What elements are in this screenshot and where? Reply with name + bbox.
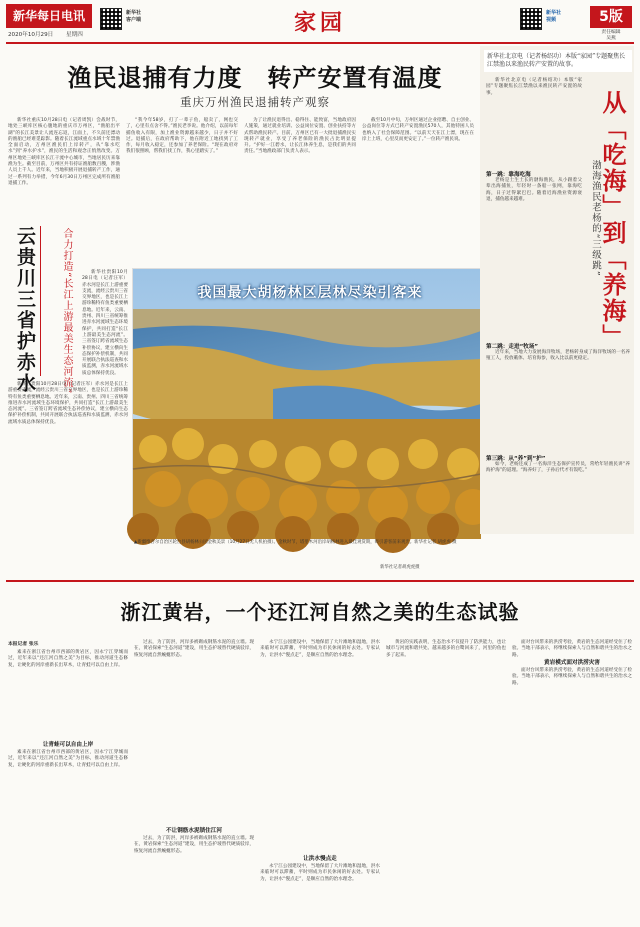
right-story-para-2: 近年来，当地大力发展海洋牧场，老杨转身成了海洋牧场的一名养殖工人，投放礁体、培育海参，收入比以前更稳定。 — [486, 350, 630, 362]
left-story-body: 新华社贵阳10月28日电（记者汪军）赤水河是长江上游重要支流，流经云贵川三省交界地区，也是长江上游珍稀特有鱼类重要栖息地。近年来，云南、贵州、四川三省统筹推进赤水河流域生态环境保护，共同打造“长江上游最美生态河流”。三省签订跨省流域生态补偿协议，建立横向生态保护补偿机制，共同开展联合执法巡查和水质监测，赤水河流域水质总体保持优良。 — [82, 270, 128, 376]
left-story-subhead: 合力打造“长江上游最美生态河流” — [61, 228, 72, 395]
qr-code-icon — [100, 8, 122, 30]
photo-credit: 新华社记者胡虎虎摄 — [380, 565, 420, 570]
bottom-subheading-1: 让青蛙可以自由上岸 — [42, 742, 94, 748]
issue-date: 2020年10月29日 — [8, 32, 54, 38]
bottom-column-1b: 素来在浙江省台州市西部的黄岩区，因永宁江穿城而过，近年来以“还江河自然之美”为目标，推动河道生态修复，让硬化的河岸重新长出草木，让青蛙可以自由上岸。 — [8, 750, 128, 768]
lead-column-4: 截至10月中旬，万州区通过企业招聘、自主创业、公益岗位等方式已转产安置渔民570人，其他特困人员也纳入了社会保障范围。“以前天天在江上漂，现在在岸上上班，心里反而更安定了。”一位转产渔民说。 — [362, 118, 474, 142]
bottom-column-5a: 面对台风带来的洪涝考验，黄岩的生态河道经受住了检验。当地干部表示，将继续探索人与自然和谐共生的治水之路。 — [512, 640, 632, 658]
app-logo-label: 新华社 客户端 — [126, 10, 142, 23]
lead-column-2: “我今年58岁，打了一辈子鱼，船卖了，网也交了，心里有点舍不得。”渔民老李说。他介绍，以前每年捕鱼收入有限，加上渔业资源越来越少，日子并不好过。退捕后，在政府帮助下，他在附近工地找到了工作，每月收入稳定，还参加了养老保险。“现在政府对我们很照顾，帮我们找工作，我心里踏实了。” — [126, 118, 238, 155]
masthead-rule — [6, 42, 634, 44]
left-story-headline[interactable]: 云贵川三省护赤水 — [14, 226, 36, 394]
issue-weekday: 星期四 — [66, 32, 83, 38]
bottom-column-2b: 过去，为了防洪，河岸多被砌成钢筋水泥的直立墙。现在，黄岩探索“生态河道”建设，用生态护坡替代硬质驳岸，恢复河流自然蜿蜒形态。 — [134, 836, 254, 854]
lead-column-3: 为了让渔民退得出、稳得住、能致富，当地政府因人施策，通过就业培训、公益岗位安置、创业扶持等方式帮助渔民转产。目前，万州区已有一大批退捕渔民实现转产就业，享受了养老保险的渔民占比明显提升。“护好一江碧水，让长江休养生息，是我们的共同责任。”当地渔政部门负责人表示。 — [244, 118, 356, 155]
lead-headline[interactable]: 渔民退捕有力度 转产安置有温度 — [67, 63, 443, 92]
photo-caption-text: ▲新疆维吾尔自治区轮台县胡杨林公园金秋美景（10月27日无人机拍摄）。金秋时节，塔里木河沿岸胡杨林进入最佳观赏期，吸引游客前来观光。新华社记者 胡虎虎 摄 — [134, 540, 457, 545]
bottom-column-5b: 面对台风带来的洪涝考验，黄岩的生态河道经受住了检验。当地干部表示，将继续探索人与自然和谐共生的治水之路。 — [512, 668, 632, 686]
bottom-column-4: 黄岩的实践表明，生态治水不仅提升了防洪能力，也让城市与河流和谐共处。越来越多的白鹭回来了，河里的鱼也多了起来。 — [386, 640, 506, 658]
bottom-column-2a: 过去，为了防洪，河岸多被砌成钢筋水泥的直立墙。现在，黄岩探索“生态河道”建设，用生态护坡替代硬质驳岸，恢复河流自然蜿蜒形态。 — [134, 640, 254, 658]
photo-caption — [134, 540, 478, 546]
right-story-para-3: 如今，老杨还成了一名海洋生态保护宣传员，常给年轻渔民讲“养海护海”的道理。“海养好了，子孙后代才有饭吃。” — [486, 462, 630, 474]
photo-title[interactable]: 我国最大胡杨林区层林尽染引客来 — [197, 285, 423, 301]
bottom-column-1a: 素来在浙江省台州市西部的黄岩区，因永宁江穿城而过，近年来以“还江河自然之美”为目标，推动河道生态修复，让硬化的河岸重新长出草木，让青蛙可以自由上岸。 — [8, 650, 128, 668]
right-story-lead: 新华社北京电（记者杨绍功）本版“家园”专题聚焦长江禁渔以来渔民转产安置的故事。 — [486, 78, 582, 96]
editor-label: 责任编辑 — [601, 30, 621, 35]
bottom-subheading-2: 不让钢筋水泥锁住江河 — [166, 828, 222, 834]
right-story-heading-2: 第二跳：走进“牧场” — [486, 344, 539, 350]
right-story-headline[interactable]: 从「吃海」到「养海」 — [598, 90, 627, 350]
qr-code-icon — [520, 8, 542, 30]
bottom-section-rule — [6, 580, 634, 582]
right-story-subhead: 渤海渔民老杨的“三级跳” — [590, 160, 601, 277]
page-number-badge: 5版 — [590, 6, 632, 28]
right-story-heading-3: 第三跳：从“养”到“护” — [486, 456, 546, 462]
left-story-body-cont: 新华社贵阳10月28日电（记者汪军）赤水河是长江上游重要支流，流经云贵川三省交界地区，也是长江上游珍稀特有鱼类重要栖息地。近年来，云南、贵州、四川三省统筹推进赤水河流域生态环境保护，共同打造“长江上游最美生态河流”。三省签订跨省流域生态补偿协议，建立横向生态保护补偿机制，共同开展联合执法巡查和水质监测，赤水河流域水质总体保持优良。 — [8, 382, 128, 425]
bottom-subheading-5: 黄岩模式面对洪涝灾害 — [544, 660, 600, 666]
section-title: 家园 — [293, 10, 346, 36]
right-story-intro: 新华社北京电（记者杨绍功）本版“家园”专题聚焦长江禁渔以来渔民转产安置的故事。 — [484, 50, 632, 72]
editor-credit — [590, 30, 632, 42]
lead-column-1: 新华社重庆10月28日电（记者周凯）会战时节，地处三峡库区核心腹地的重庆市万州区，“渔船出平湖”的长江美景让人流连忘返，江面上，不久前还漂动的渔船已经难觅踪影。随着长江流域重点水域十年禁渔全面启动，万州区渔民们上岸转产，从“靠水吃水”到“养水护水”，渔民的生活和观念正悄然改变。万州区地处三峡库区长江干流中心城市，当地居民历来靠渔为生。截至目前，万州区共有持证渔船数百艘，涉渔人员上千人。近年来，当地积极开展退捕转产工作，通过一系列有力举措，今年6月30日万州区完成所有渔船退捕工作。 — [8, 118, 120, 186]
bottom-subheading-3: 让洪水慢点走 — [303, 856, 337, 862]
left-story-divider — [40, 226, 41, 376]
bottom-column-3a: 永宁江公园建设中，当地保留了大片滩地和湿地，洪水来临时可以滞蓄，平时则成为市民休闲的好去处。专家认为，让洪水“慢点走”，是顺应自然的治水理念。 — [260, 640, 380, 658]
lead-subhead: 重庆万州渔民退捕转产观察 — [180, 95, 330, 109]
editor-name: 吴燕 — [606, 36, 616, 41]
hero-photo — [132, 268, 480, 538]
right-story-para-1: 老杨是土生土长的渤海渔民，从小跟着父辈出海捕鱼，年轻时一条船一张网，靠海吃海，日子过得紧巴巴。随着近海渔业资源衰退，捕鱼越来越难。 — [486, 178, 582, 202]
bottom-byline: 本报记者 张乐 — [8, 642, 39, 647]
newspaper-logo: 新华每日电讯 — [6, 4, 92, 28]
video-logo-label: 新华社 视频 — [546, 10, 562, 23]
bottom-column-3b: 永宁江公园建设中，当地保留了大片滩地和湿地，洪水来临时可以滞蓄，平时则成为市民休闲的好去处。专家认为，让洪水“慢点走”，是顺应自然的治水理念。 — [260, 864, 380, 882]
right-story-heading-1: 第一跳：靠海吃海 — [486, 172, 531, 178]
bottom-headline[interactable]: 浙江黄岩，一个还江河自然之美的生态试验 — [120, 600, 520, 624]
